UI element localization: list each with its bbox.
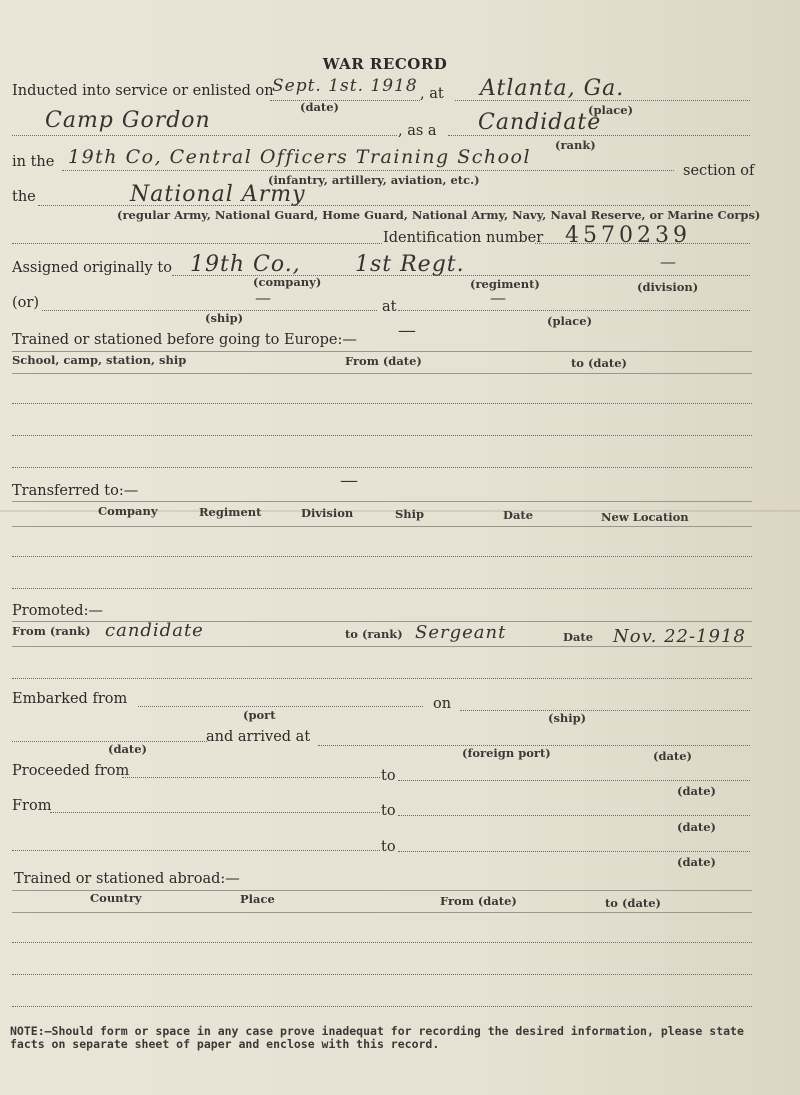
at-label: , at bbox=[420, 86, 444, 102]
trained-abroad-label: Trained or stationed abroad:— bbox=[14, 871, 240, 887]
camp-line bbox=[12, 135, 397, 136]
place-caption: (place) bbox=[588, 103, 634, 117]
to-label-1: to bbox=[381, 803, 396, 819]
transferred-row-1 bbox=[12, 556, 752, 557]
enlist-place-value: Atlanta, Ga. bbox=[480, 76, 625, 101]
promoted-row-1 bbox=[12, 678, 752, 679]
camp-value: Camp Gordon bbox=[45, 108, 211, 133]
trained-before-value: — bbox=[398, 320, 417, 341]
col-from-date: From (date) bbox=[345, 354, 422, 368]
to-label-2: to bbox=[381, 839, 396, 855]
identification-label: Identification number bbox=[383, 230, 544, 246]
col-date: Date bbox=[503, 508, 534, 522]
from-line-2 bbox=[12, 850, 380, 851]
promotion-date-value: Nov. 22-1918 bbox=[613, 626, 746, 647]
trained-abroad-row-1 bbox=[12, 942, 752, 943]
col-to-date-2: to (date) bbox=[605, 896, 661, 910]
form-note: NOTE:—Should form or space in any case prove inadequat for recording the desired information, please state facts on separate sheet of paper and enclose with this record. bbox=[10, 1024, 744, 1051]
proceeded-to-label: to bbox=[381, 768, 396, 784]
transferred-header-rule bbox=[12, 526, 752, 527]
transferred-label: Transferred to:— bbox=[12, 483, 139, 499]
identification-value: 4570239 bbox=[565, 223, 691, 248]
date-caption-2: (date) bbox=[108, 742, 148, 756]
trained-before-header-rule bbox=[12, 373, 752, 374]
embarked-label: Embarked from bbox=[12, 691, 128, 707]
rank-caption: (rank) bbox=[555, 138, 596, 152]
assigned-label: Assigned originally to bbox=[12, 260, 172, 276]
col-school: School, camp, station, ship bbox=[12, 353, 187, 367]
regiment-caption: (regiment) bbox=[470, 277, 540, 291]
division-caption: (division) bbox=[637, 280, 699, 294]
transferred-value: — bbox=[340, 470, 359, 491]
date-caption-5: (date) bbox=[677, 855, 717, 869]
proceeded-date-caption: (date) bbox=[677, 784, 717, 798]
in-the-label: in the bbox=[12, 154, 55, 170]
to-rank-label: to (rank) bbox=[345, 627, 403, 641]
place-caption-2: (place) bbox=[547, 314, 593, 328]
proceeded-to-line bbox=[398, 780, 750, 781]
section-of-label: section of bbox=[683, 163, 755, 179]
promoted-label: Promoted:— bbox=[12, 603, 103, 619]
or-label: (or) bbox=[12, 295, 39, 311]
promotion-date-label: Date bbox=[563, 630, 594, 644]
col-regiment: Regiment bbox=[199, 505, 262, 519]
rank-value: Candidate bbox=[478, 110, 602, 135]
date-caption-4: (date) bbox=[677, 820, 717, 834]
from-rank-value: candidate bbox=[105, 620, 204, 641]
col-company: Company bbox=[98, 504, 158, 518]
trained-abroad-header-rule bbox=[12, 912, 752, 913]
branch-value: National Army bbox=[130, 182, 306, 207]
assigned-division-value: — bbox=[660, 252, 677, 271]
trained-before-label: Trained or stationed before going to Europe:— bbox=[12, 332, 357, 348]
inducted-label: Inducted into service or enlisted on bbox=[12, 83, 274, 99]
col-ship: Ship bbox=[395, 507, 425, 521]
section-value: 19th Co, Central Officers Training School bbox=[68, 146, 532, 168]
proceeded-from-line bbox=[122, 777, 380, 778]
date-caption-3: (date) bbox=[653, 749, 693, 763]
as-label: , as a bbox=[398, 123, 437, 139]
col-to-date: to (date) bbox=[571, 356, 627, 370]
the-label: the bbox=[12, 189, 36, 205]
transferred-rule bbox=[12, 501, 752, 502]
embarked-on-label: on bbox=[433, 696, 452, 712]
to-line-1 bbox=[398, 815, 750, 816]
enlist-date-value: Sept. 1st. 1918 bbox=[272, 76, 418, 96]
transferred-row-2 bbox=[12, 588, 752, 589]
trained-abroad-row-3 bbox=[12, 1006, 752, 1007]
assigned-regiment-value: 1st Regt. bbox=[355, 252, 465, 277]
assigned-at-label: at bbox=[382, 299, 397, 315]
rank-line bbox=[448, 135, 750, 136]
id-left-line bbox=[12, 243, 382, 244]
col-place: Place bbox=[240, 892, 275, 906]
date-caption: (date) bbox=[300, 100, 340, 114]
embarked-ship-line bbox=[460, 710, 750, 711]
from-line-1 bbox=[50, 812, 380, 813]
proceeded-label: Proceeded from bbox=[12, 763, 130, 779]
company-caption: (company) bbox=[253, 275, 322, 289]
trained-before-row-3 bbox=[12, 467, 752, 468]
to-rank-value: Sergeant bbox=[415, 622, 507, 643]
assigned-place-value: — bbox=[490, 288, 507, 307]
col-country: Country bbox=[90, 891, 142, 905]
section-caption: (infantry, artillery, aviation, etc.) bbox=[268, 173, 480, 187]
col-from-date-2: From (date) bbox=[440, 894, 517, 908]
from-label-1: From bbox=[12, 798, 52, 814]
col-division: Division bbox=[301, 506, 354, 520]
col-new-location: New Location bbox=[601, 510, 689, 524]
date-line bbox=[270, 100, 420, 101]
to-line-2 bbox=[398, 851, 750, 852]
assigned-place-line bbox=[398, 310, 750, 311]
assigned-company-value: 19th Co., bbox=[190, 252, 301, 277]
trained-abroad-row-2 bbox=[12, 974, 752, 975]
section-line bbox=[62, 170, 674, 171]
trained-before-row-1 bbox=[12, 403, 752, 404]
branch-caption: (regular Army, National Guard, Home Guard, National Army, Navy, Naval Reserve, or Marine Corps) bbox=[117, 208, 761, 222]
ship-caption-2: (ship) bbox=[548, 711, 587, 725]
form-title: WAR RECORD bbox=[322, 55, 448, 73]
assigned-ship-value: — bbox=[255, 288, 272, 307]
arrived-label: and arrived at bbox=[206, 729, 311, 745]
embarked-port-line bbox=[138, 706, 423, 707]
from-rank-label: From (rank) bbox=[12, 624, 91, 638]
trained-before-rule bbox=[12, 351, 752, 352]
foreign-port-caption: (foreign port) bbox=[462, 746, 551, 760]
port-caption: (port bbox=[243, 708, 276, 722]
promoted-bottom-rule bbox=[12, 646, 752, 647]
trained-before-row-2 bbox=[12, 435, 752, 436]
ship-caption: (ship) bbox=[205, 311, 244, 325]
